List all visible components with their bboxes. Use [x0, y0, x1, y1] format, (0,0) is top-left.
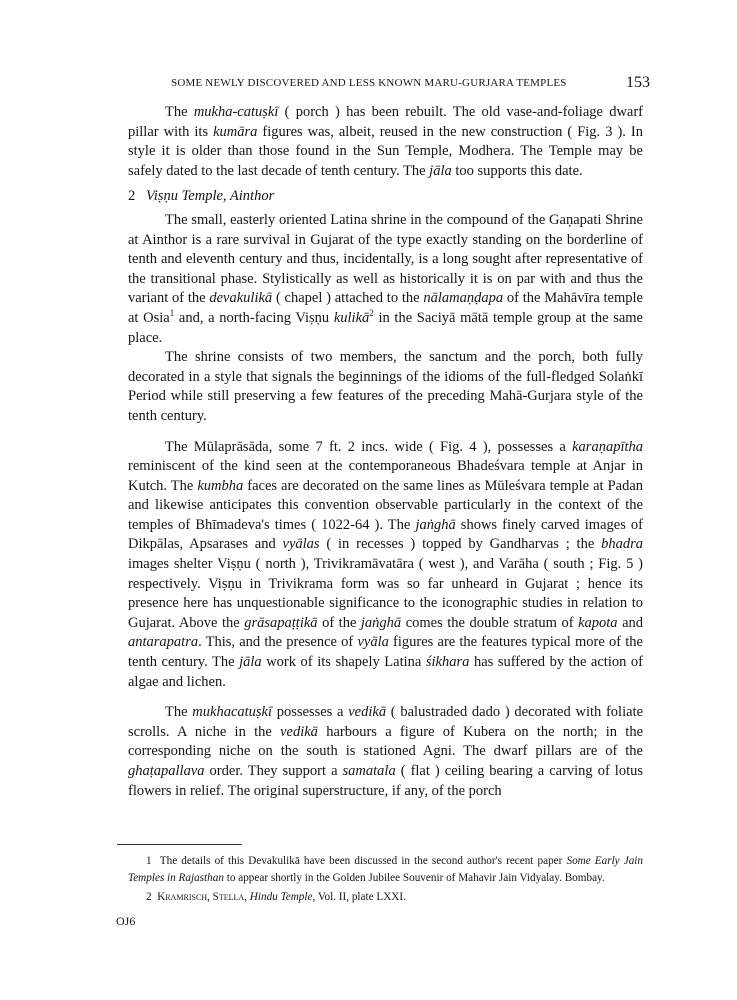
term-italic: kumbha	[197, 477, 244, 494]
footnote-divider	[117, 844, 242, 845]
paragraph-mukhacatuski	[128, 703, 643, 801]
text-run: ( flat ) ceiling bearing a carving of lotus flowers in relief. The original superstructure, if any, of the porch	[128, 763, 644, 799]
text-run: order. They support a	[204, 763, 343, 779]
text-run: and, a north-facing Viṣṇu	[174, 309, 334, 326]
text-run: and	[617, 614, 643, 631]
page-number: 153	[626, 74, 650, 91]
text-run: to appear shortly in the Golden Jubilee Souvenir of Mahavir Jain Vidyalay. Bombay.	[223, 871, 605, 884]
text-run: faces are decorated on the same lines as Mūleśvara temple at Padan and likewise anticipates this convention observable particularly in the context of the temples of Bhīmadeva's times ( 1022-64 ). The	[128, 477, 644, 533]
running-head	[171, 77, 651, 89]
term-italic: jaṅghā	[415, 516, 456, 533]
text-run: figures was, albeit, reused in the new construction ( Fig. 3 ). In style it is older than those found in the Sun Temple, Modhera. The Temple may be safely dated to the last decade of tenth century. The	[128, 123, 643, 179]
text-run: ( balustraded dado ) decorated with foliate scrolls. A niche in the	[128, 704, 644, 740]
term-italic: ghaṭapallava	[128, 763, 205, 779]
text-run: , Vol. II, plate LXXI.	[312, 891, 406, 903]
term-italic: kumāra	[213, 123, 258, 140]
footnote-number: 2	[146, 891, 152, 903]
text-run: shows finely carved images of Dikpālas, Apsarases and	[128, 516, 643, 553]
footnote-ref-1[interactable]: 1	[169, 308, 175, 319]
section-title: Viṣṇu Temple, Ainthor	[146, 188, 275, 205]
text-run: of the Mahāvīra temple at Osia	[128, 290, 643, 326]
term-italic: bhadra	[601, 536, 643, 553]
term-italic: kapota	[578, 614, 618, 631]
term-italic: jāla	[239, 654, 262, 671]
text-run: . This, and the presence of	[198, 634, 358, 651]
term-italic: vedikā	[348, 704, 387, 721]
term-italic: jāla	[429, 162, 452, 179]
text-run: The Mūlaprāsāda, some 7 ft. 2 incs. wide ( Fig. 4 ), possesses a	[165, 438, 573, 455]
text-run: has suffered by the action of algae and lichen.	[128, 654, 643, 690]
text-run: The	[165, 104, 194, 120]
term-italic: śikhara	[425, 654, 470, 671]
text-run: ( chapel ) attached to the	[272, 290, 424, 307]
author-name: Kramrisch, Stella,	[157, 891, 250, 903]
text-run: comes the double stratum of	[401, 614, 579, 631]
body-text	[128, 103, 643, 801]
term-italic: jaṅghā	[360, 614, 402, 631]
section-heading	[128, 187, 643, 207]
term-italic: Hindu Temple	[249, 891, 313, 903]
text-run: The	[165, 704, 193, 721]
term-italic: antarapatra	[128, 634, 199, 651]
text-run: The small, easterly oriented Latina shrine in the compound of the Gaṇapati Shrine at Ainthor is a rare survival in Gujarat of the type exactly standing on the borderline of tenth and eleventh century and thus, incidentally, is a long sought after representative of the transitional phase. Stylistically as well as historically it is on par with and thus the variant of the	[128, 211, 643, 307]
term-italic: samatala	[342, 763, 396, 779]
paragraph-shrine-overview	[128, 211, 643, 348]
text-run: of the	[317, 614, 361, 631]
text-run: reminiscent of the kind seen at the contemporaneous Bhadeśvara temple at Anjar in Kutch. The	[128, 458, 643, 494]
footnotes	[128, 853, 643, 906]
text-run: possesses a	[272, 704, 349, 721]
term-italic: mukhacatuṣkī	[192, 704, 273, 721]
text-run: work of its shapely Latina	[261, 654, 426, 671]
footnote-number: 1	[146, 855, 152, 867]
footnote-2	[128, 889, 643, 906]
text-run: images shelter Viṣṇu ( north ), Trivikramāvatāra ( west ), and Varāha ( south ; Fig. 5 ) respectively. Viṣṇu in Trivikrama form was so far unheard in Gujarat ; hence its presence here has unquestionable significance to the iconographic studies in relation to Gujarat. Above the	[128, 556, 643, 631]
term-italic: Some Early Jain Temples in Rajasthan	[128, 855, 644, 884]
running-title: SOME NEWLY DISCOVERED AND LESS KNOWN MARU-GURJARA TEMPLES	[171, 77, 567, 89]
text-run: in the Saciyā mātā temple group at the same place.	[128, 309, 643, 346]
paragraph-mulaprasada	[128, 438, 643, 693]
text-run: ( porch ) has been rebuilt. The old vase-and-foliage dwarf pillar with its	[128, 104, 644, 140]
term-italic: vyāla	[357, 634, 389, 651]
term-italic: grāsapaṭṭikā	[244, 614, 318, 631]
paragraph-members: The shrine consists of two members, the sanctum and the porch, both fully decorated in a style that signals the beginnings of the idioms of the full-fledged Solaṅkī Period while still preserving a few features of the preceding Mahā-Gurjara style of the tenth century.	[128, 349, 643, 424]
text-run: harbours a figure of Kubera on the north; in the corresponding niche on the south is stationed Agni. The dwarf pillars are of the	[128, 723, 644, 760]
term-italic: nālamaṇḍapa	[423, 290, 504, 307]
paragraph-porch	[128, 103, 643, 181]
footnote-1	[128, 853, 643, 886]
term-italic: kulikā	[333, 309, 370, 326]
page-stamp: OJ6	[116, 914, 136, 928]
text-run: too supports this date.	[451, 162, 583, 179]
footnote-ref-2[interactable]: 2	[369, 308, 374, 319]
text-run: ( in recesses ) topped by Gandharvas ; the	[319, 536, 602, 553]
term-italic: devakulikā	[209, 290, 273, 307]
text-run: The details of this Devakulikā have been discussed in the second author's recent paper	[159, 855, 567, 867]
term-italic: mukha-catuṣkī	[193, 104, 279, 120]
term-italic: vedikā	[280, 723, 318, 740]
section-number: 2	[128, 188, 136, 205]
term-italic: karaṇapītha	[572, 438, 643, 455]
text-run: figures are the features typical more of the tenth century. The	[128, 634, 643, 671]
term-italic: vyālas	[282, 536, 320, 553]
